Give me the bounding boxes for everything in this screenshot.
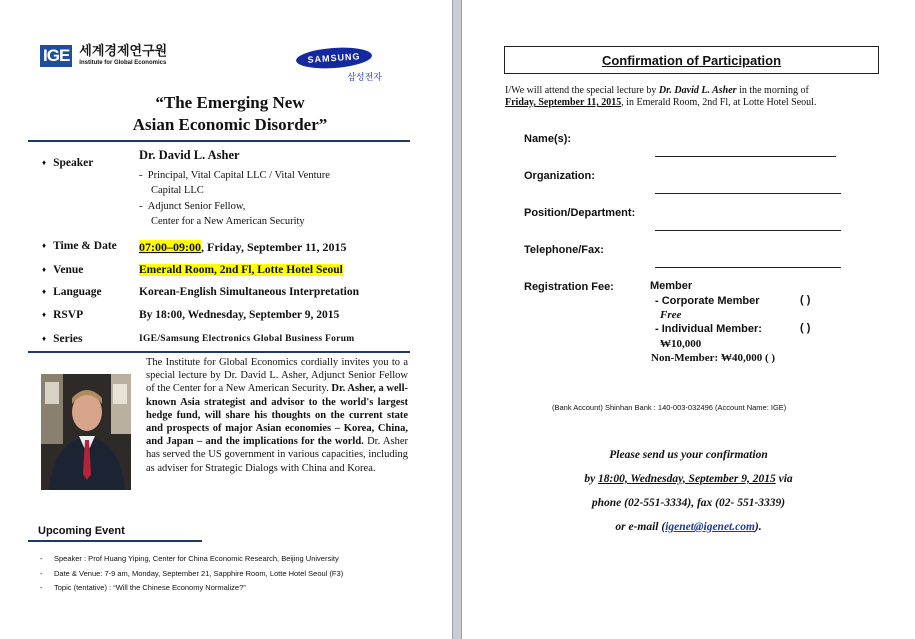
speaker-role-1: - Principal, Vital Capital LLC / Vital Venture (139, 170, 330, 181)
registration-fee-label: Registration Fee: (524, 281, 614, 293)
upcoming-item: - Speaker : Prof Huang Yiping, Center for China Economic Research, Beijing University (40, 554, 339, 563)
confirmation-title: Confirmation of Participation (504, 46, 879, 74)
fee-corporate-price: Free (660, 309, 682, 321)
right-page (462, 0, 915, 639)
time-label: ♦ Time & Date (42, 240, 117, 252)
speaker-role-2-cont: Center for a New American Security (151, 216, 305, 227)
names-field[interactable] (655, 156, 836, 157)
lecture-title (80, 92, 380, 136)
email-link[interactable]: igenet@igenet.com (665, 521, 755, 533)
fee-individual: - Individual Member: (655, 323, 762, 335)
position-label: Position/Department: (524, 207, 636, 219)
bank-account: (Bank Account) Shinhan Bank : 140-003-032496 (Account Name: IGE) (552, 403, 787, 412)
upcoming-item: - Topic (tentative) : “Will the Chinese Economy Normalize?” (40, 583, 246, 592)
fee-nonmember: Non-Member: ₩40,000 ( ) (651, 352, 776, 364)
samsung-logo-mark: SAMSUNG (295, 45, 372, 70)
venue-label: ♦ Venue (42, 264, 83, 276)
title-line-1: “The Emerging New (155, 93, 305, 112)
left-page (0, 0, 452, 639)
rsvp-value: By 18:00, Wednesday, September 9, 2015 (139, 309, 340, 321)
speaker-name: Dr. David L. Asher (139, 148, 240, 162)
page-gutter (452, 0, 462, 639)
ige-logo-english: Institute for Global Economics (79, 60, 167, 66)
speaker-photo (41, 374, 131, 490)
venue-value: Emerald Room, 2nd Fl, Lotte Hotel Seoul (139, 264, 343, 276)
title-line-2: Asian Economic Disorder” (132, 115, 328, 134)
time-value: 07:00–09:00 (139, 240, 201, 254)
samsung-logo (296, 48, 382, 83)
speaker-role-1-cont: Capital LLC (151, 185, 204, 196)
series-label: ♦ Series (42, 333, 82, 345)
telephone-label: Telephone/Fax: (524, 244, 604, 256)
position-field[interactable] (655, 230, 841, 231)
fee-corporate: - Corporate Member (655, 295, 760, 307)
send-line-2: by 18:00, Wednesday, September 9, 2015 via (584, 473, 793, 485)
language-value: Korean-English Simultaneous Interpretation (139, 286, 360, 298)
date-value: , Friday, September 11, 2015 (201, 240, 347, 254)
language-label: ♦ Language (42, 286, 102, 298)
corporate-checkbox[interactable]: ( ) (800, 294, 811, 306)
series-rule (28, 351, 410, 353)
individual-checkbox[interactable]: ( ) (800, 322, 811, 334)
series-value: IGE/Samsung Electronics Global Business Forum (139, 334, 355, 344)
speaker-label: ♦ Speaker (42, 157, 93, 169)
speaker-role-2: - Adjunct Senior Fellow, (139, 201, 246, 212)
organization-label: Organization: (524, 170, 595, 182)
attendance-statement: I/We will attend the special lecture by Dr. David L. Asher in the morning of Friday, September 11, 2015, in Emerald Room, 2nd Fl, at Lotte Hotel Seoul. (505, 85, 817, 108)
ige-logo-mark: IGE (40, 45, 72, 67)
organization-field[interactable] (655, 193, 841, 194)
title-rule (28, 140, 410, 142)
send-deadline: 18:00, Wednesday, September 9, 2015 (598, 473, 776, 485)
send-line-3: phone (02-551-3334), fax (02- 551-3339) (591, 497, 786, 509)
time-date-value (139, 240, 346, 255)
intro-date: Friday, September 11, 2015 (505, 97, 622, 108)
rsvp-label: ♦ RSVP (42, 309, 83, 321)
lecture-description: The Institute for Global Economics cordially invites you to a special lecture by Dr. David L. Asher, Adjunct Senior Fellow of the Center for a New American Security. Dr. Asher, a well-known Asia strategist and advisor to the world's largest hedge fund, will share his thoughts on the current state and prospects of major Asian economies – Korea, China, and Japan – and the implications for the world. Dr. Asher has served the US government in various capacities, including as adviser for Strategic Dialogs with China and Korea. (146, 357, 409, 474)
upcoming-item: - Date & Venue: 7-9 am, Monday, September 21, Sapphire Room, Lotte Hotel Seoul (F3) (40, 569, 344, 578)
send-line-4: or e-mail (igenet@igenet.com). (615, 521, 762, 533)
ige-logo (40, 45, 167, 67)
samsung-logo-korean: 삼성전자 (347, 73, 382, 83)
send-line-1: Please send us your confirmation (609, 449, 768, 461)
names-label: Name(s): (524, 133, 572, 145)
fee-individual-price: ₩10,000 (660, 338, 702, 350)
upcoming-event-title: Upcoming Event (38, 525, 125, 537)
telephone-field[interactable] (655, 267, 841, 268)
upcoming-rule (28, 540, 202, 542)
lecture-description-highlight: Dr. Asher, a well-known Asia strategist and advisor to the world's largest hedge fund, will share his thoughts on the current state and prospects of major Asian economies – Korea, China, and Japan – and the implications for the world. (146, 383, 409, 448)
intro-speaker: Dr. David L. Asher (658, 85, 737, 96)
fee-member: Member (650, 280, 693, 292)
ige-logo-korean: 세계경제연구원 (79, 44, 168, 59)
